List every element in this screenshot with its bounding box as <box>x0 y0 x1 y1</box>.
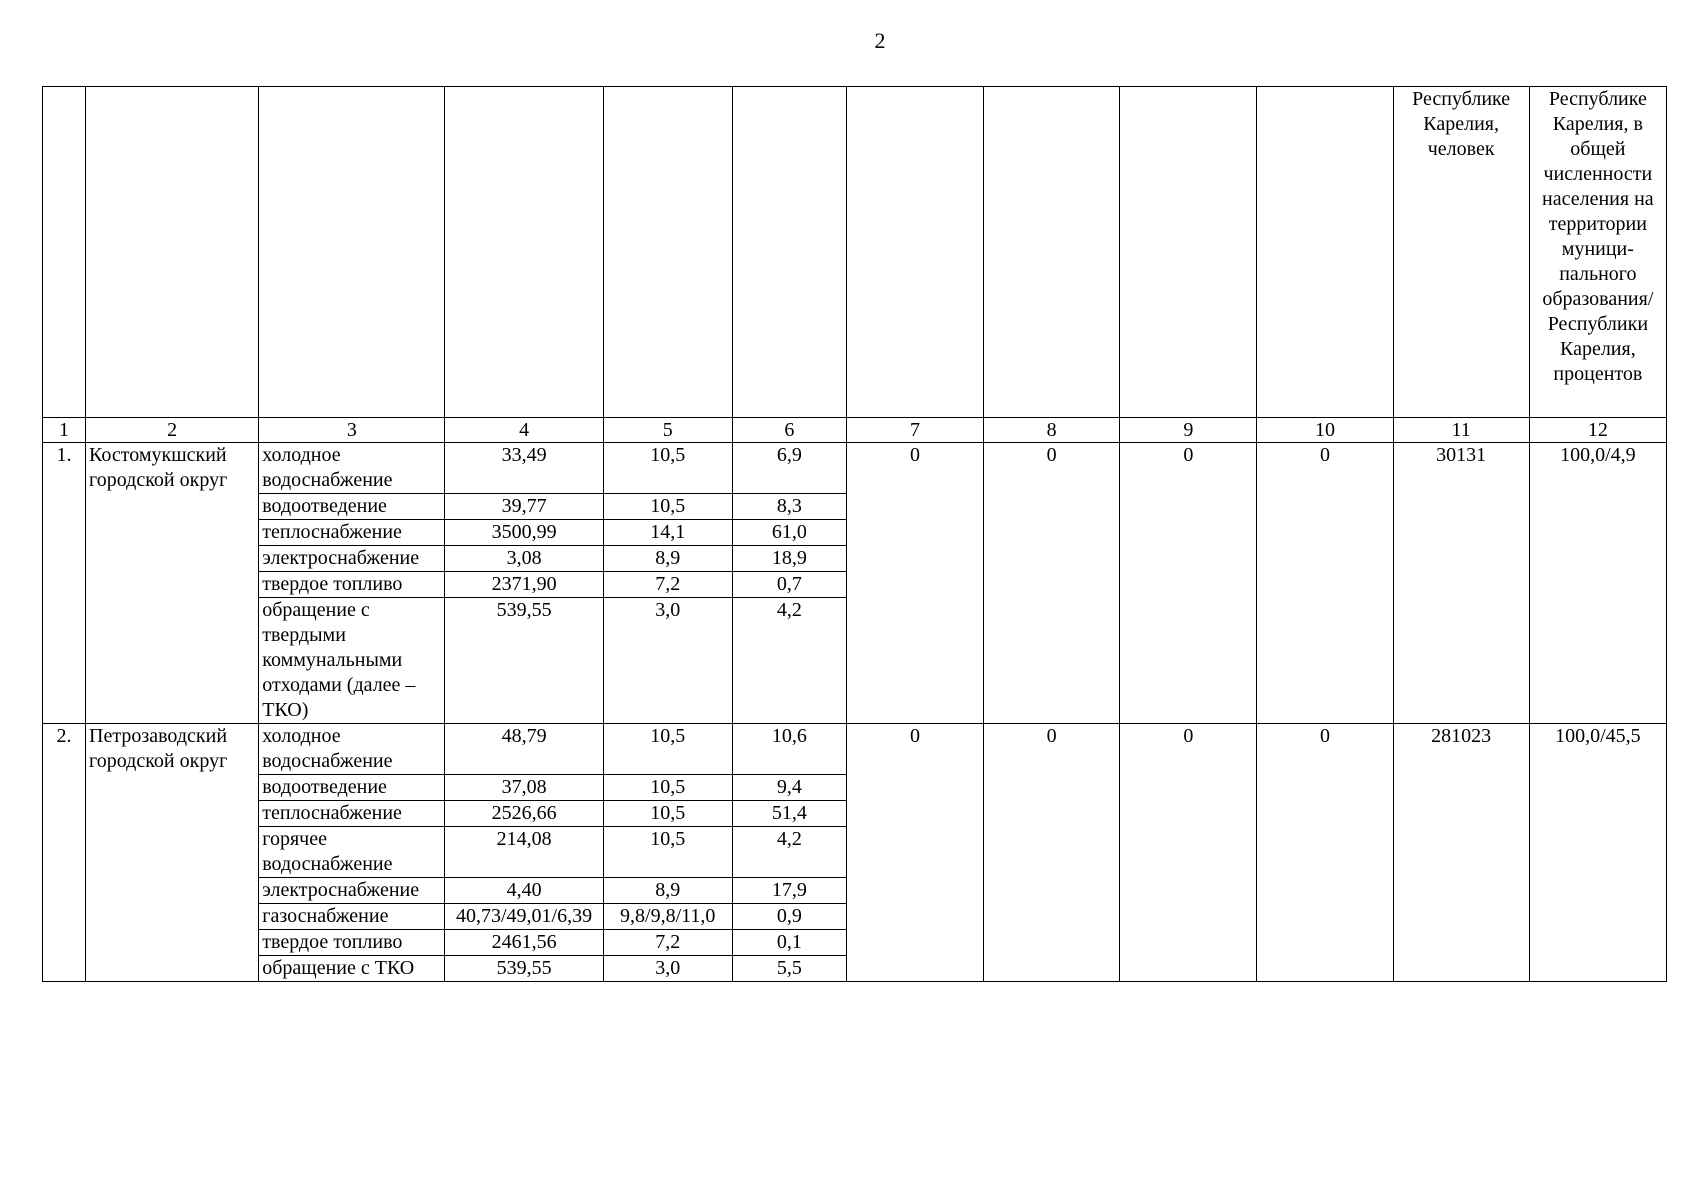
row-number: 1. <box>43 443 86 724</box>
column-numbers-row <box>43 418 1667 443</box>
header-cell-5 <box>603 87 732 418</box>
value-col4: 2526,66 <box>445 801 603 827</box>
column-number: 1 <box>43 418 86 443</box>
value-col4: 3,08 <box>445 546 603 572</box>
population-count: 30131 <box>1393 443 1529 724</box>
row-number: 2. <box>43 724 86 982</box>
column-number: 7 <box>846 418 983 443</box>
value-col5: 3,0 <box>603 598 732 724</box>
service-name: холодное водоснабжение <box>259 443 445 494</box>
value-col5: 3,0 <box>603 956 732 982</box>
value-col6: 10,6 <box>732 724 846 775</box>
column-number: 6 <box>732 418 846 443</box>
value-col5: 10,5 <box>603 827 732 878</box>
header-cell-11: Республике Карелия, человек <box>1393 87 1529 418</box>
value-col4: 48,79 <box>445 724 603 775</box>
value-col5: 8,9 <box>603 546 732 572</box>
column-number: 9 <box>1120 418 1257 443</box>
municipality-name: Костомукшский городской округ <box>86 443 259 724</box>
header-cell-4 <box>445 87 603 418</box>
value-col4: 539,55 <box>445 956 603 982</box>
value-col5: 10,5 <box>603 775 732 801</box>
service-name: теплоснабжение <box>259 520 445 546</box>
header-row <box>43 87 1667 418</box>
header-cell-1 <box>43 87 86 418</box>
municipality-name: Петрозаводский городской округ <box>86 724 259 982</box>
value-col4: 539,55 <box>445 598 603 724</box>
value-col4: 214,08 <box>445 827 603 878</box>
value-col6: 6,9 <box>732 443 846 494</box>
service-name: газоснабжение <box>259 904 445 930</box>
value-col5: 10,5 <box>603 724 732 775</box>
column-number: 4 <box>445 418 603 443</box>
population-share: 100,0/45,5 <box>1529 724 1666 982</box>
value-col4: 2461,56 <box>445 930 603 956</box>
value-col5: 7,2 <box>603 930 732 956</box>
header-cell-2 <box>86 87 259 418</box>
population-share: 100,0/4,9 <box>1529 443 1666 724</box>
value-col10: 0 <box>1257 443 1393 724</box>
population-count: 281023 <box>1393 724 1529 982</box>
value-col6: 8,3 <box>732 494 846 520</box>
value-col4: 33,49 <box>445 443 603 494</box>
value-col4: 3500,99 <box>445 520 603 546</box>
value-col4: 39,77 <box>445 494 603 520</box>
header-cell-10 <box>1257 87 1393 418</box>
column-number: 11 <box>1393 418 1529 443</box>
service-name: водоотведение <box>259 494 445 520</box>
column-number: 12 <box>1529 418 1666 443</box>
service-name: обращение с ТКО <box>259 956 445 982</box>
value-col4: 2371,90 <box>445 572 603 598</box>
header-cell-3 <box>259 87 445 418</box>
value-col8: 0 <box>984 724 1120 982</box>
value-col4: 37,08 <box>445 775 603 801</box>
header-cell-8 <box>984 87 1120 418</box>
service-name: электроснабжение <box>259 546 445 572</box>
value-col6: 61,0 <box>732 520 846 546</box>
value-col5: 10,5 <box>603 443 732 494</box>
service-name: обращение с твердыми коммунальными отходами (далее –ТКО) <box>259 598 445 724</box>
value-col6: 9,4 <box>732 775 846 801</box>
value-col6: 5,5 <box>732 956 846 982</box>
service-name: водоотведение <box>259 775 445 801</box>
header-cell-12: Республике Карелия, в общей численности населения на территории муници-пального образования/ Республики Карелия, процентов <box>1529 87 1666 418</box>
column-number: 8 <box>984 418 1120 443</box>
column-number: 2 <box>86 418 259 443</box>
column-number: 10 <box>1257 418 1393 443</box>
value-col6: 4,2 <box>732 598 846 724</box>
table-row <box>43 724 1667 775</box>
value-col5: 8,9 <box>603 878 732 904</box>
value-col8: 0 <box>984 443 1120 724</box>
value-col6: 51,4 <box>732 801 846 827</box>
value-col5: 10,5 <box>603 801 732 827</box>
value-col5: 10,5 <box>603 494 732 520</box>
service-name: твердое топливо <box>259 572 445 598</box>
header-cell-7 <box>846 87 983 418</box>
value-col5: 14,1 <box>603 520 732 546</box>
value-col6: 17,9 <box>732 878 846 904</box>
header-cell-9 <box>1120 87 1257 418</box>
service-name: холодное водоснабжение <box>259 724 445 775</box>
service-name: теплоснабжение <box>259 801 445 827</box>
value-col4: 4,40 <box>445 878 603 904</box>
value-col10: 0 <box>1257 724 1393 982</box>
value-col9: 0 <box>1120 443 1257 724</box>
value-col6: 0,7 <box>732 572 846 598</box>
value-col6: 0,9 <box>732 904 846 930</box>
value-col6: 4,2 <box>732 827 846 878</box>
column-number: 5 <box>603 418 732 443</box>
value-col7: 0 <box>846 724 983 982</box>
value-col7: 0 <box>846 443 983 724</box>
table-row <box>43 443 1667 494</box>
value-col6: 18,9 <box>732 546 846 572</box>
header-cell-6 <box>732 87 846 418</box>
value-col6: 0,1 <box>732 930 846 956</box>
service-name: твердое топливо <box>259 930 445 956</box>
page-number: 2 <box>874 28 886 53</box>
service-name: электроснабжение <box>259 878 445 904</box>
service-name: горячее водоснабжение <box>259 827 445 878</box>
value-col4: 40,73/49,01/6,39 <box>445 904 603 930</box>
column-number: 3 <box>259 418 445 443</box>
value-col5: 9,8/9,8/11,0 <box>603 904 732 930</box>
value-col5: 7,2 <box>603 572 732 598</box>
value-col9: 0 <box>1120 724 1257 982</box>
tariff-table <box>42 86 1667 982</box>
